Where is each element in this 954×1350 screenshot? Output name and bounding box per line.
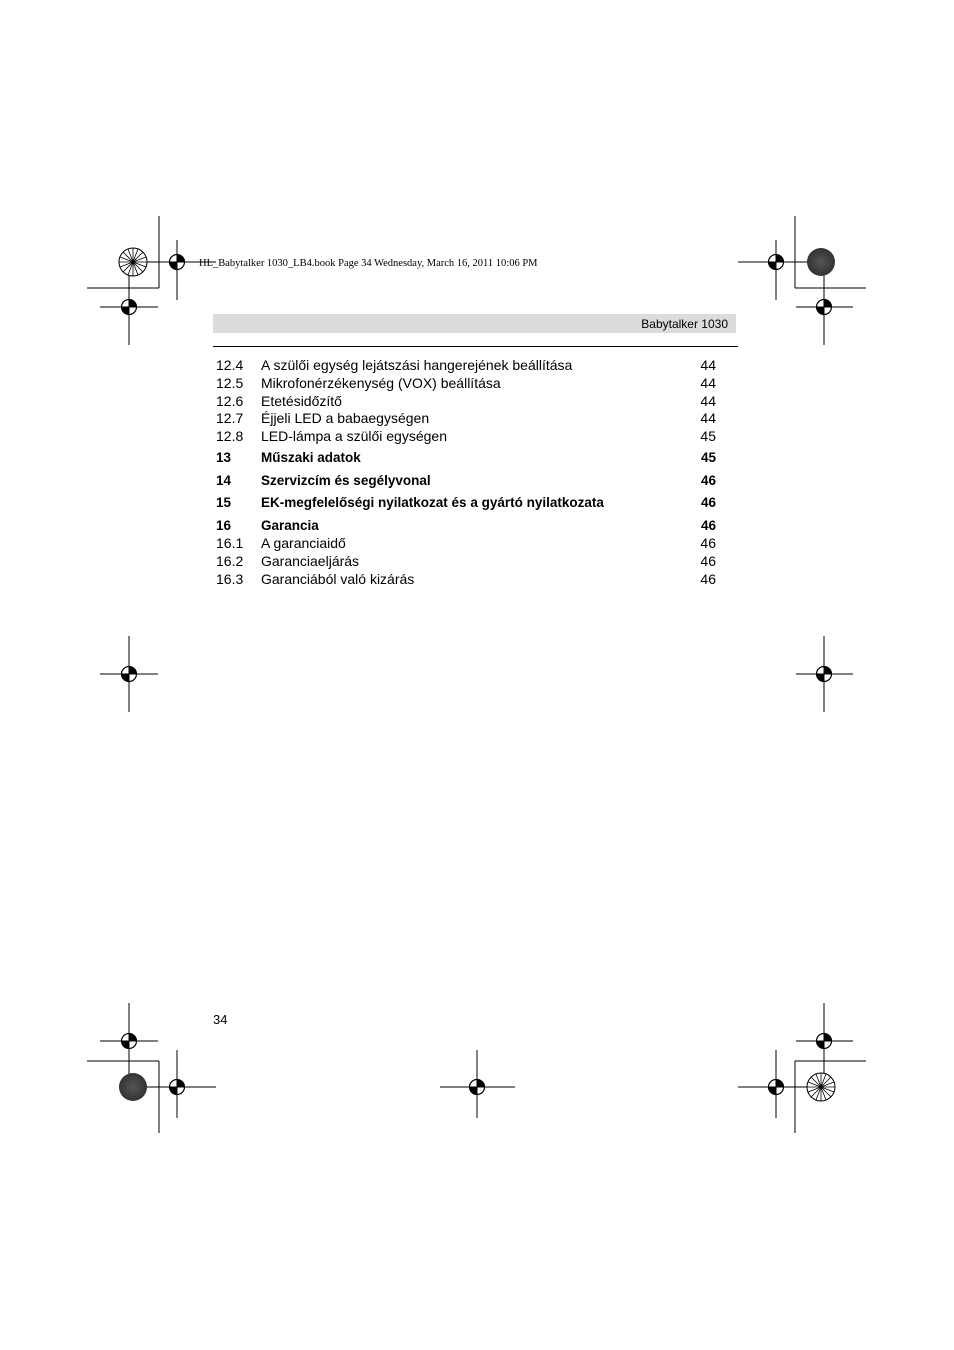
toc-row — [216, 552, 716, 570]
toc-row — [216, 517, 716, 535]
toc-title: Éjjeli LED a babaegységen — [261, 410, 430, 426]
header-rule — [213, 346, 738, 347]
toc-title: A garanciaidő — [261, 535, 346, 551]
toc-title: Mikrofonérzékenység (VOX) beállítása — [261, 375, 501, 391]
header-bar — [213, 314, 736, 333]
toc-page: 46 — [700, 553, 716, 569]
toc-number: 12.6 — [216, 393, 244, 409]
toc-row — [216, 449, 716, 467]
toc-title: A szülői egység lejátszási hangerejének beállítása — [261, 357, 573, 373]
toc-title: EK-megfelelőségi nyilatkozat és a gyártó nyilatkozata — [261, 495, 604, 510]
toc-row — [216, 472, 716, 490]
toc-title: Garanciaeljárás — [261, 553, 360, 569]
toc-title: LED-lámpa a szülői egységen — [261, 428, 447, 444]
toc-number: 14 — [216, 473, 232, 488]
toc-page: 44 — [700, 357, 716, 373]
toc-title: Műszaki adatok — [261, 450, 361, 465]
toc-number: 16.2 — [216, 553, 244, 569]
toc-page: 46 — [700, 535, 716, 551]
toc-number: 12.4 — [216, 357, 244, 373]
toc-row — [216, 534, 716, 552]
toc-page: 46 — [700, 473, 716, 488]
header-title: Babytalker 1030 — [641, 317, 728, 331]
toc-number: 12.7 — [216, 410, 244, 426]
toc-number: 15 — [216, 495, 232, 510]
toc-row — [216, 570, 716, 588]
toc-page: 45 — [700, 428, 716, 444]
toc-page: 46 — [700, 495, 716, 510]
toc-number: 13 — [216, 450, 232, 465]
toc-row — [216, 374, 716, 392]
toc-row — [216, 409, 716, 427]
toc-row — [216, 494, 716, 512]
toc-page: 45 — [700, 450, 716, 465]
toc-page: 44 — [700, 375, 716, 391]
toc-page: 44 — [700, 393, 716, 409]
page-number: 34 — [213, 1012, 228, 1027]
toc-row — [216, 392, 716, 410]
toc-title: Garanciából való kizárás — [261, 571, 415, 587]
toc-title: Etetésidőzítő — [261, 393, 342, 409]
toc-page: 44 — [700, 410, 716, 426]
toc-row — [216, 427, 716, 445]
print-info: HL_Babytalker 1030_LB4.book Page 34 Wednesday, March 16, 2011 10:06 PM — [199, 258, 538, 269]
toc-page: 46 — [700, 518, 716, 533]
toc-number: 16.1 — [216, 535, 244, 551]
toc-number: 12.8 — [216, 428, 244, 444]
toc-number: 16.3 — [216, 571, 244, 587]
toc-number: 12.5 — [216, 375, 244, 391]
toc-number: 16 — [216, 518, 232, 533]
toc-title: Szervizcím és segélyvonal — [261, 473, 431, 488]
toc-page: 46 — [700, 571, 716, 587]
toc-title: Garancia — [261, 518, 319, 533]
toc-row — [216, 356, 716, 374]
